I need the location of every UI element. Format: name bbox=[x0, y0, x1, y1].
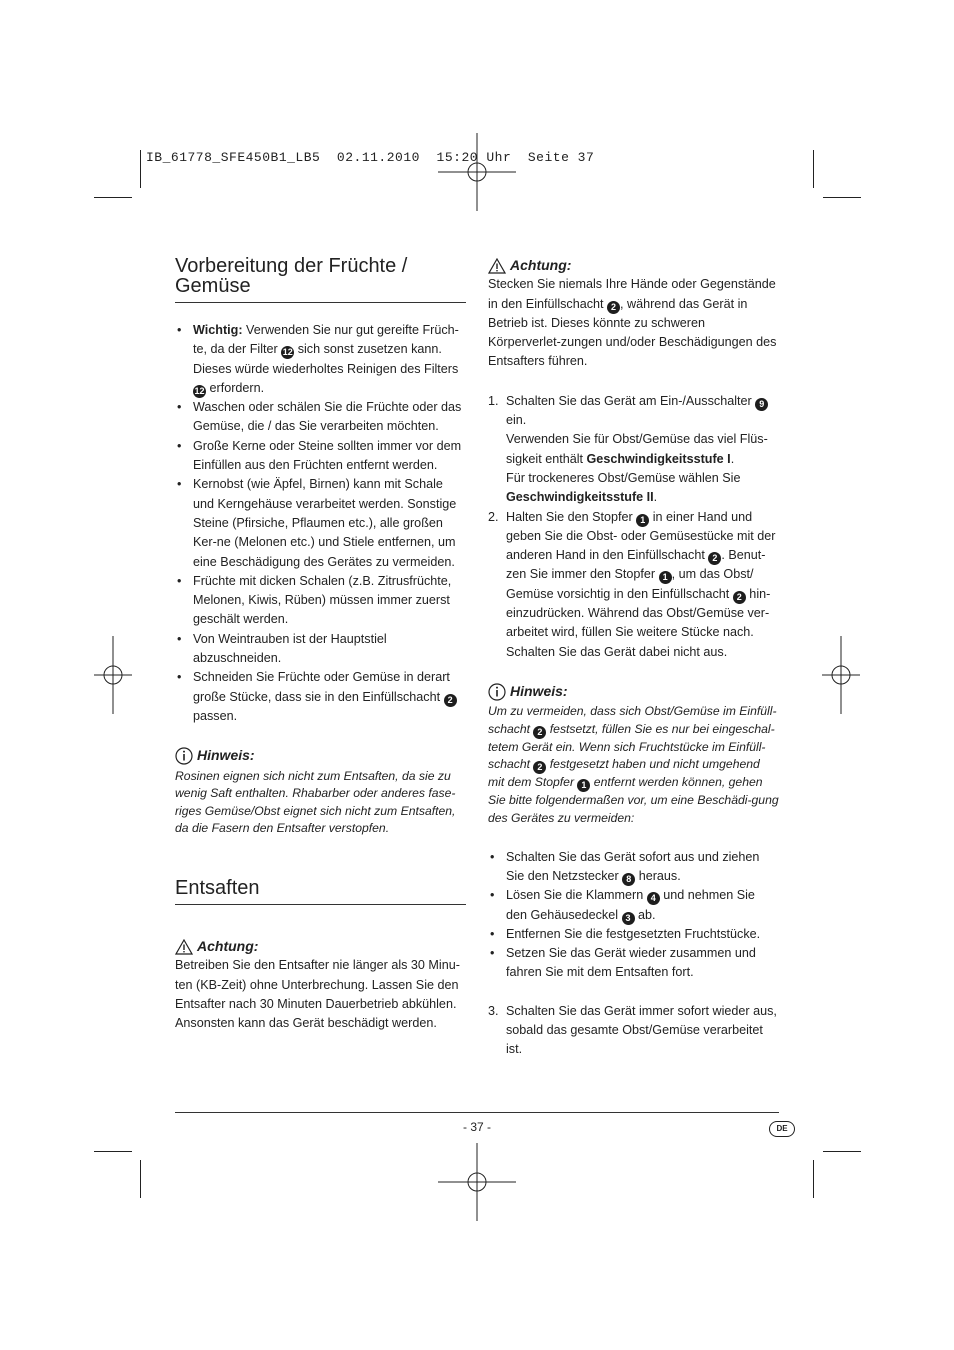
section-juicing bbox=[175, 878, 466, 1033]
part-number-badge: 2 bbox=[607, 301, 620, 314]
step-item: 2. Halten Sie den Stopfer 1 in einer Hand und geben Sie die Obst- oder Gemüsestücke mit der anderen Hand in den Einfüllschacht 2 . Benut-zen Sie immer den Stopfer 1 , um das Obst/ Gemüse vorsichtig in den Einfüllschacht 2 hin-einzudrücken. Während das Obst/Gemüse ver-arbeitet wird, füllen Sie weitere Stücke nach. Schalten Sie das Gerät dabei nicht aus. bbox=[488, 509, 776, 659]
hint-title: Hinweis: bbox=[197, 747, 255, 764]
part-number-badge: 12 bbox=[194, 385, 205, 396]
preparation-list bbox=[175, 321, 466, 726]
part-number-badge: 4 bbox=[647, 892, 660, 905]
list-item: • Kernobst (wie Äpfel, Birnen) kann mit Schale und Kerngehäuse verarbeitet werden. Sonstige Steine (Pfirsiche, Pflaumen etc.), alle großen Ker-ne (Melonen etc.) und Stiele entfernen, um eine Beschädigung des Gerätes zu vermeiden. bbox=[175, 475, 466, 571]
hint-title: Hinweis: bbox=[510, 682, 568, 699]
steps-list bbox=[488, 392, 779, 662]
list-item: • Von Weintrauben ist der Hauptstiel abzuschneiden. bbox=[175, 630, 466, 669]
crop-mark bbox=[823, 197, 861, 198]
crop-mark bbox=[813, 1160, 814, 1198]
crop-mark bbox=[94, 1151, 132, 1152]
warning-icon bbox=[488, 258, 506, 274]
right-column bbox=[488, 256, 779, 1060]
page-number: - 37 - bbox=[462, 1120, 491, 1134]
part-number-badge: 12 bbox=[282, 347, 293, 358]
step-item: 3. Schalten Sie das Gerät immer sofort wieder aus, sobald das gesamte Obst/Gemüse verarbeitet ist. bbox=[488, 1003, 777, 1057]
list-item: • Waschen oder schälen Sie die Früchte oder das Gemüse, die / das Sie verarbeiten möchten. bbox=[175, 398, 466, 437]
part-number-badge: 9 bbox=[755, 398, 768, 411]
part-number-badge: 1 bbox=[577, 779, 590, 792]
list-item: • Große Kerne oder Steine sollten immer vor dem Einfüllen aus den Früchten entfernt werden. bbox=[175, 437, 466, 476]
registration-mark-right bbox=[802, 636, 880, 714]
registration-mark-top bbox=[438, 133, 516, 211]
part-number-badge: 2 bbox=[444, 694, 457, 707]
list-item: • Schalten Sie das Gerät sofort aus und ziehen Sie den Netzstecker 8 heraus. bbox=[488, 848, 779, 887]
caution-text: Betreiben Sie den Entsafter nie länger als 30 Minu-ten (KB-Zeit) ohne Unterbrechung. Lassen Sie den Entsafter nach 30 Minuten Dauerbetrieb abkühlen. Ansonsten kann das Gerät beschädigt werden. bbox=[175, 958, 460, 1031]
list-item: • Entfernen Sie die festgesetzten Fruchtstücke. bbox=[488, 925, 779, 944]
caution-title: Achtung: bbox=[510, 257, 572, 273]
crop-mark bbox=[823, 1151, 861, 1152]
part-number-badge: 2 bbox=[533, 761, 546, 774]
crop-mark bbox=[140, 150, 141, 188]
list-item: • Wichtig: Verwenden Sie nur gut gereifte Früch-te, da der Filter 12 sich sonst zusetzen kann. Dieses würde wiederholtes Reinigen des Filters 12 erfordern. bbox=[175, 321, 466, 398]
crop-mark bbox=[94, 197, 132, 198]
crop-mark bbox=[140, 1160, 141, 1198]
hint-text: Um zu vermeiden, dass sich Obst/Gemüse im Einfüll-schacht 2 festsetzt, füllen Sie es nur bei eingeschal-tetem Gerät ein. Wenn sich Fruchtstücke im Einfüll-schacht 2 festgesetzt haben und nicht umgehend mit dem Stopfer 1 entfernt werden können, gehen Sie bitte folgendermaßen vor, um eine Beschädi-gung des Gerätes zu vermeiden: bbox=[488, 704, 779, 826]
part-number-badge: 3 bbox=[622, 912, 635, 925]
hint-text: Rosinen eignen sich nicht zum Entsaften, da sie zu wenig Saft enthalten. Rhabarber oder anderes fase-riges Gemüse/Obst eignet sich nicht zum Entsaften, da die Fasern den Entsafter verstopfen. bbox=[175, 768, 456, 836]
troubleshoot-list bbox=[488, 848, 779, 983]
left-column bbox=[175, 256, 466, 1033]
part-number-badge: 1 bbox=[659, 571, 672, 584]
step-item: 1. Schalten Sie das Gerät am Ein-/Ausschalter 9 ein. Verwenden Sie für Obst/Gemüse das viel Flüs-sigkeit enthält Geschwindigkeitsstufe I. Für trockeneres Obst/Gemüse wählen Sie Geschwindigkeitsstufe II. bbox=[488, 393, 768, 505]
steps-list-continued bbox=[488, 1002, 779, 1060]
warning-icon bbox=[175, 939, 193, 955]
section-heading-juicing: Entsaften bbox=[175, 878, 466, 905]
caution-title: Achtung: bbox=[197, 937, 259, 954]
caution-box bbox=[175, 937, 466, 1033]
list-item: • Schneiden Sie Früchte oder Gemüse in derart große Stücke, dass sie in den Einfüllschacht 2 passen. bbox=[175, 668, 466, 726]
part-number-badge: 2 bbox=[708, 552, 721, 565]
registration-mark-left bbox=[74, 636, 152, 714]
part-number-badge: 2 bbox=[733, 591, 746, 604]
hint-box bbox=[175, 746, 466, 838]
part-number-badge: 1 bbox=[636, 514, 649, 527]
list-item: • Setzen Sie das Gerät wieder zusammen und fahren Sie mit dem Entsaften fort. bbox=[488, 944, 779, 983]
footer-rule bbox=[175, 1112, 779, 1113]
part-number-badge: 2 bbox=[533, 726, 546, 739]
part-number-badge: 8 bbox=[622, 873, 635, 886]
caution-box bbox=[488, 256, 779, 372]
list-item: • Lösen Sie die Klammern 4 und nehmen Sie den Gehäusedeckel 3 ab. bbox=[488, 886, 779, 925]
print-slug: IB_61778_SFE450B1_LB5 02.11.2010 15:20 Uhr Seite 37 bbox=[146, 150, 595, 165]
info-icon bbox=[488, 683, 506, 701]
section-heading-preparation: Vorbereitung der Früchte / Gemüse bbox=[175, 256, 466, 303]
list-item: • Früchte mit dicken Schalen (z.B. Zitrusfrüchte, Melonen, Kiwis, Rüben) müssen immer zuerst geschält werden. bbox=[175, 572, 466, 630]
registration-mark-bottom bbox=[438, 1143, 516, 1221]
caution-text: Stecken Sie niemals Ihre Hände oder Gegenstände in den Einfüllschacht 2 , während das Gerät in Betrieb ist. Dieses könnte zu schweren Körperverlet-zungen und/oder Beschädigungen des Entsafters führen. bbox=[488, 277, 777, 369]
language-badge: DE bbox=[769, 1121, 795, 1137]
info-icon bbox=[175, 747, 193, 765]
crop-mark bbox=[813, 150, 814, 188]
hint-box bbox=[488, 682, 779, 828]
